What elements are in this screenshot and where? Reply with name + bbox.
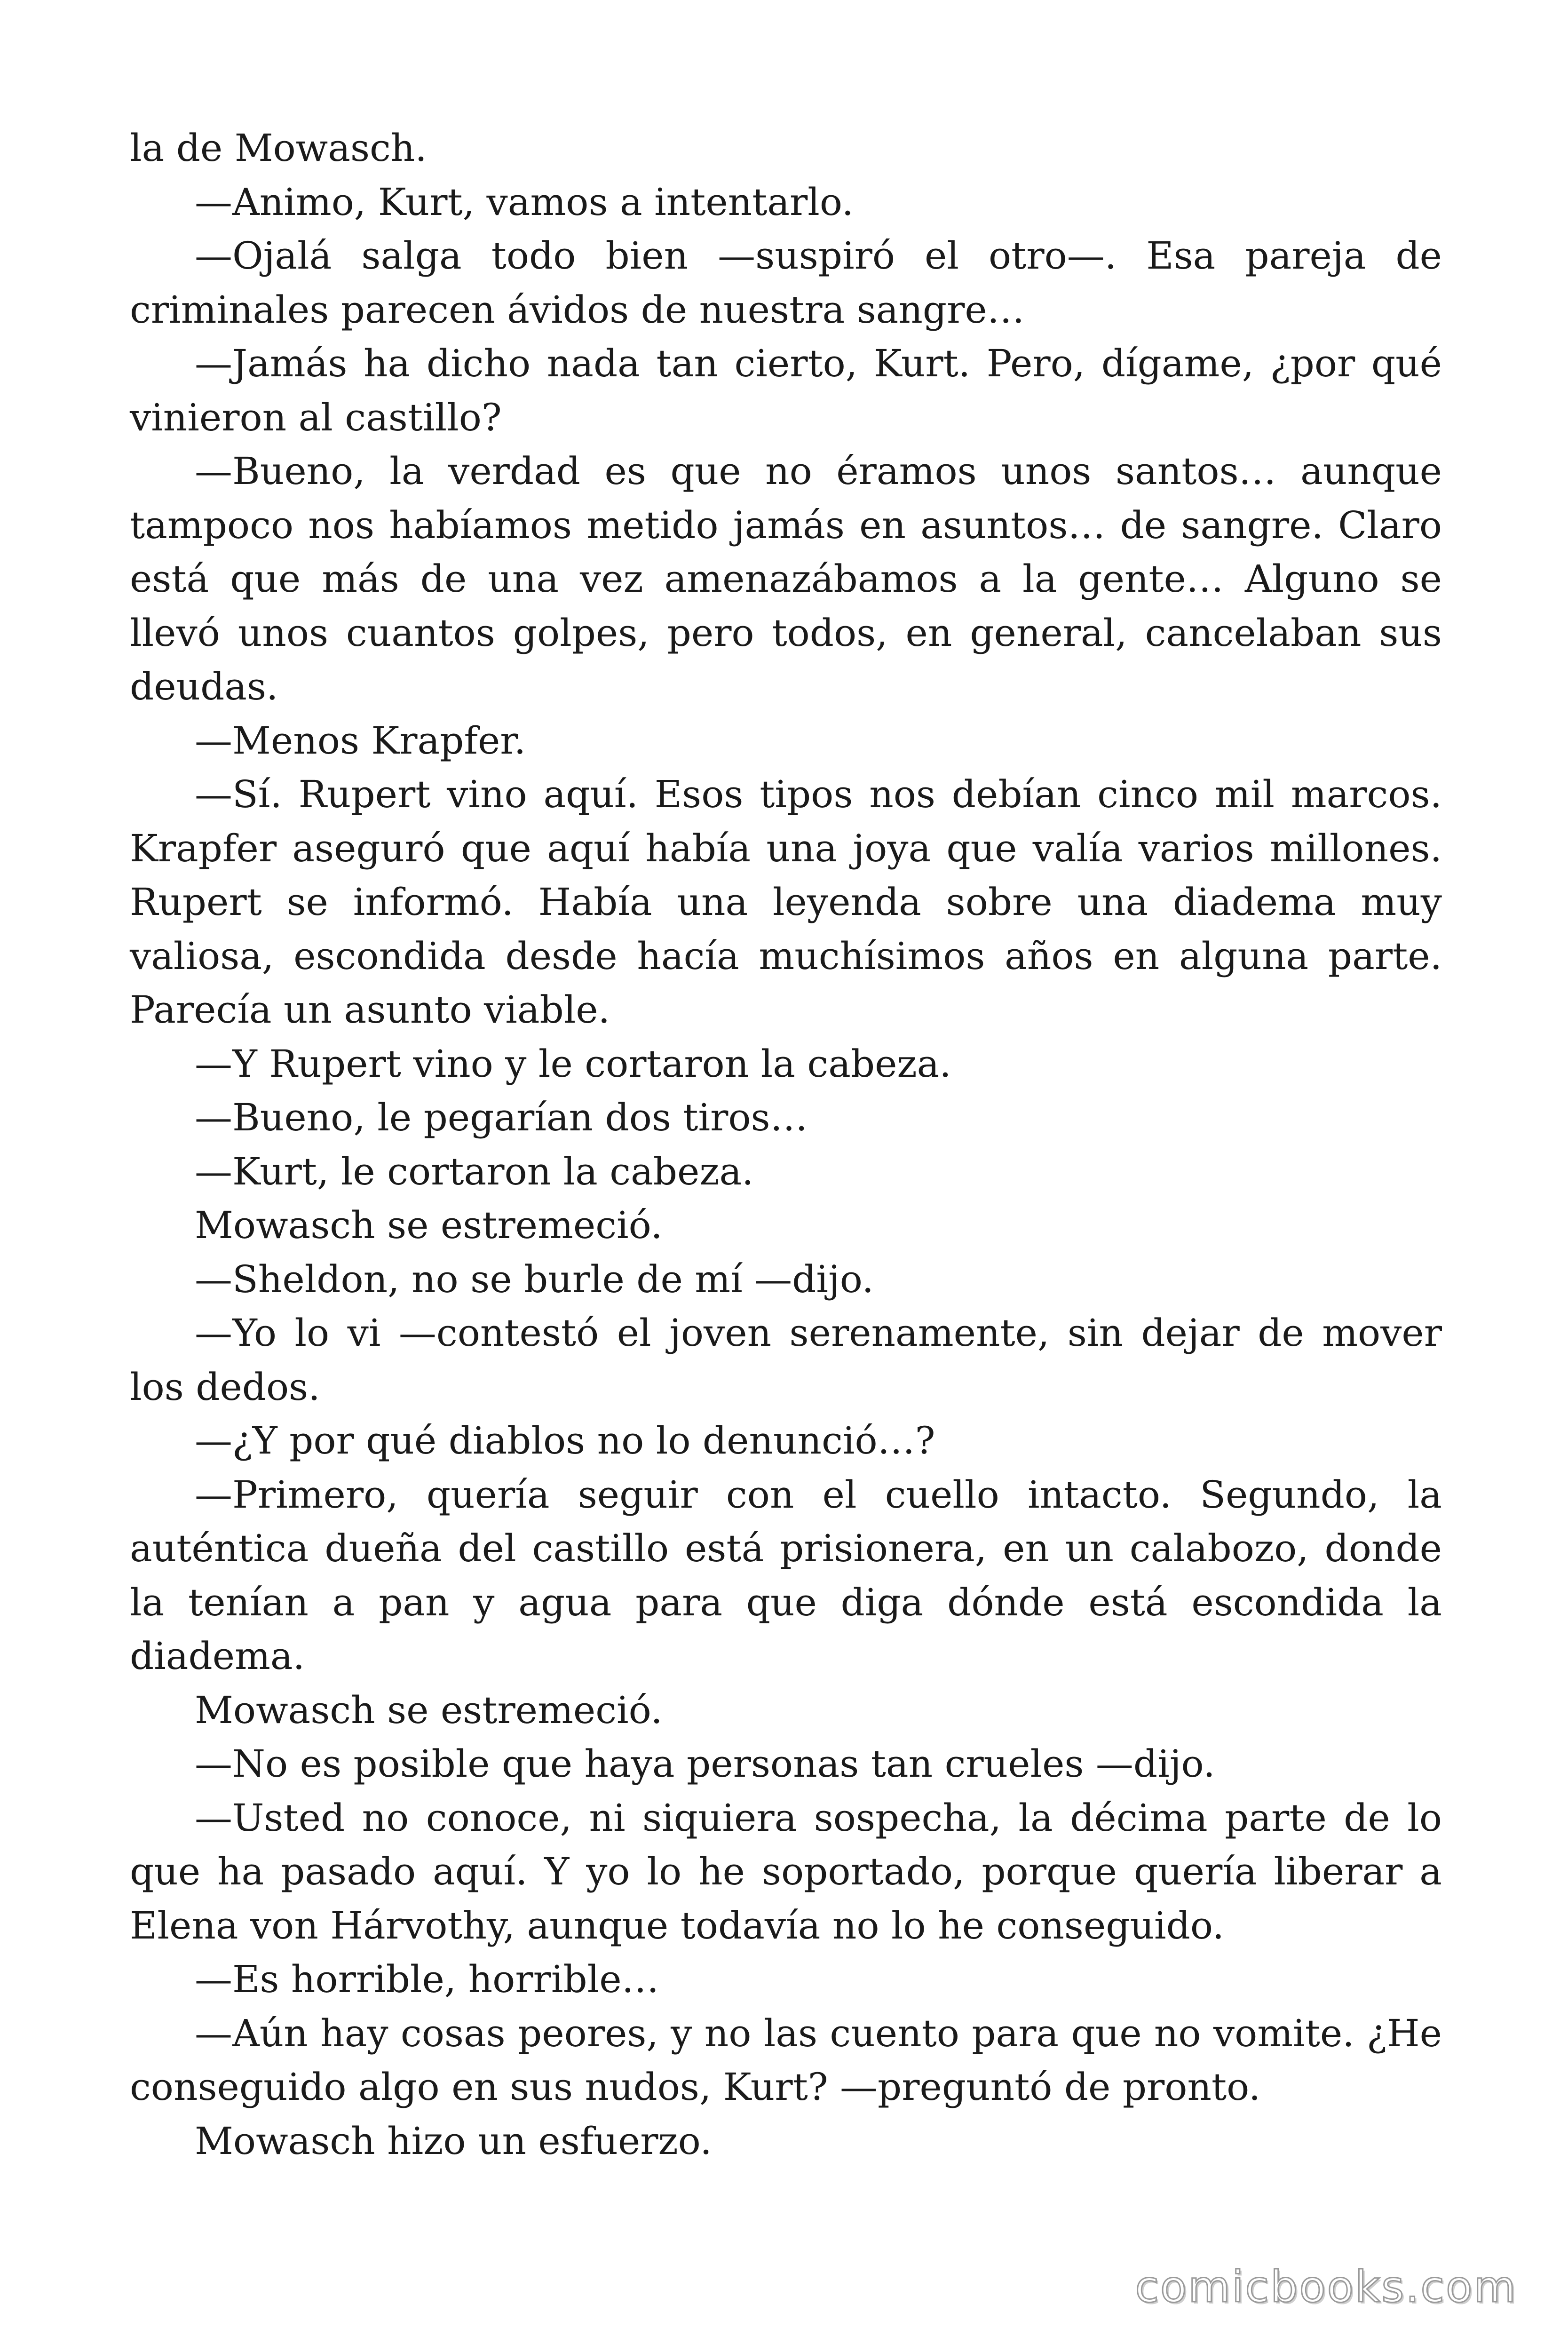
paragraph: —Bueno, le pegarían dos tiros… [195, 1096, 808, 1139]
paragraph: —Sheldon, no se burle de mí —dijo. [195, 1257, 874, 1301]
paragraph: —Animo, Kurt, vamos a intentarlo. [195, 180, 854, 224]
paragraph: —¿Y por qué diablos no lo denunció…? [195, 1419, 935, 1462]
paragraph: Mowasch se estremeció. [195, 1203, 663, 1247]
paragraph: —Sí. Rupert vino aquí. Esos tipos nos debían cinco mil marcos. Krapfer aseguró que aquí había una joya que valía varios millones. Rupert se informó. Había una leyenda sobre una diadema muy valiosa, escondida desde hacía muchísimos años en alguna parte. Parecía un asunto viable. [130, 772, 1442, 1032]
paragraph: —Menos Krapfer. [195, 718, 526, 763]
paragraph: —Kurt, le cortaron la cabeza. [195, 1149, 754, 1193]
paragraph: —Primero, quería seguir con el cuello intacto. Segundo, la auténtica dueña del castillo está prisionera, en un calabozo, donde la tenían a pan y agua para que diga dónde está escondida la diadema. [130, 1472, 1442, 1678]
paragraph: —Usted no conoce, ni siquiera sospecha, la décima parte de lo que ha pasado aquí. Y yo lo he soportado, porque quería liberar a Elena von Hárvothy, aunque todavía no lo he conseguido. [130, 1796, 1442, 1947]
paragraph: la de Mowasch. [130, 126, 427, 170]
paragraph: —Jamás ha dicho nada tan cierto, Kurt. Pero, dígame, ¿por qué vinieron al castillo? [130, 342, 1442, 439]
body-text [130, 121, 1442, 2168]
paragraph: Mowasch se estremeció. [195, 1688, 663, 1732]
paragraph: —Aún hay cosas peores, y no las cuento para que no vomite. ¿He conseguido algo en sus nudos, Kurt? —preguntó de pronto. [130, 2011, 1442, 2109]
paragraph: —Yo lo vi —contestó el joven serenamente, sin dejar de mover los dedos. [130, 1311, 1442, 1409]
paragraph: Mowasch hizo un esfuerzo. [195, 2119, 712, 2163]
paragraph: —Bueno, la verdad es que no éramos unos santos… aunque tampoco nos habíamos metido jamás en asuntos… de sangre. Claro está que más de una vez amenazábamos a la gente… Alguno se llevó unos cuantos golpes, pero todos, en general, cancelaban sus deudas. [130, 449, 1442, 708]
watermark: comicbooks.com [1135, 2262, 1517, 2312]
paragraph: —Y Rupert vino y le cortaron la cabeza. [195, 1041, 951, 1086]
paragraph: —No es posible que haya personas tan crueles —dijo. [195, 1742, 1215, 1786]
paragraph: —Es horrible, horrible… [195, 1957, 659, 2001]
paragraph: —Ojalá salga todo bien —suspiró el otro—. Esa pareja de criminales parecen ávidos de nuestra sangre… [130, 234, 1442, 332]
